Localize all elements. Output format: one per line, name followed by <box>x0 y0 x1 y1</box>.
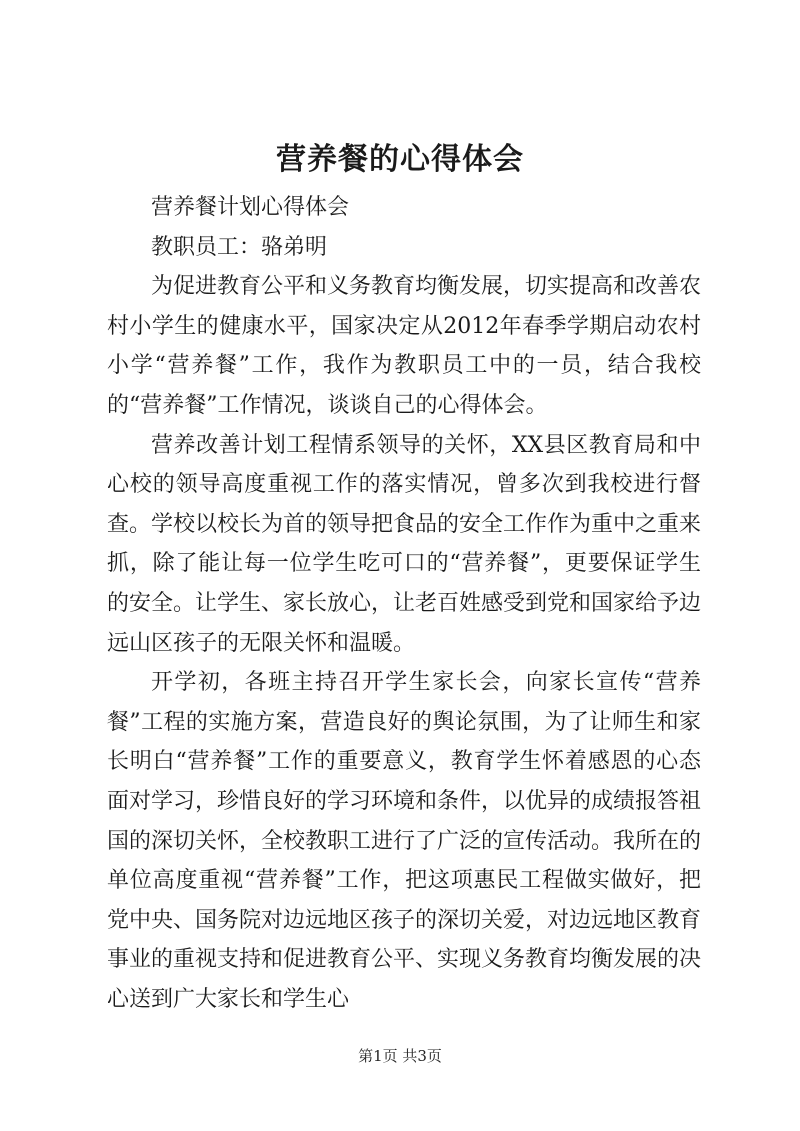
document-body <box>107 188 701 1019</box>
author-paragraph: 教职员工：骆弟明 <box>151 234 328 260</box>
subtitle-paragraph: 营养餐计划心得体会 <box>151 195 350 220</box>
document-title: 营养餐的心得体会 <box>276 142 524 177</box>
body-paragraph: 为促进教育公平和义务教育均衡发展，切实提高和改善农村小学生的健康水平，国家决定从2012年春季学期启动农村小学“营养餐”工作，我作为教职员工中的一员，结合我校的“营养餐”工作情况，谈谈自己的心得体会。 <box>107 274 702 418</box>
body-paragraph: 营养改善计划工程情系领导的关怀，XX县区教育局和中心校的领导高度重视工作的落实情况，曾多次到我校进行督查。学校以校长为首的领导把食品的安全工作作为重中之重来抓，除了能让每一位学生吃可口的“营养餐”，更要保证学生的安全。让学生、家长放心，让老百姓感受到党和国家给予边远山区孩子的无限关怀和温暖。 <box>107 432 702 656</box>
page-number-footer: 第1页 共3页 <box>358 1047 442 1065</box>
body-paragraph: 开学初，各班主持召开学生家长会，向家长宣传“营养餐”工程的实施方案，营造良好的舆论氛围，为了让师生和家长明白“营养餐”工作的重要意义，教育学生怀着感恩的心态面对学习，珍惜良好的学习环境和条件，以优异的成绩报答祖国的深切关怀，全校教职工进行了广泛的宣传活动。我所在的单位高度重视“营养餐”工作，把这项惠民工程做实做好，把党中央、国务院对边远地区孩子的深切关爱，对边远地区教育事业的重视支持和促进教育公平、实现义务教育均衡发展的决心送到广大家长和学生心 <box>107 670 702 1012</box>
